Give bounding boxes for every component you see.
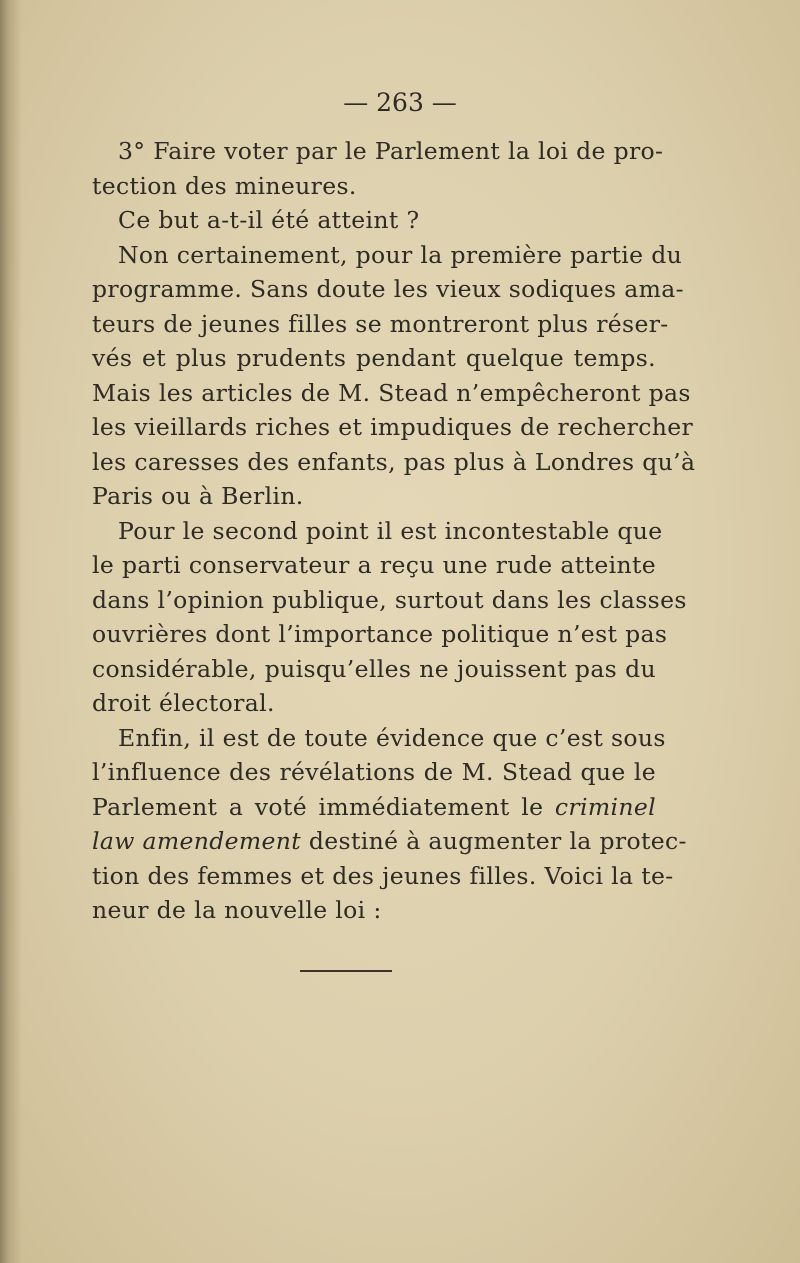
text-line: ouvrières dont l’importance politique n’est pas xyxy=(92,620,668,648)
text-line: teurs de jeunes filles se montreront plus réser- xyxy=(92,309,669,338)
text-line: les vieillards riches et impudiques de rechercher xyxy=(92,413,694,441)
text-line: Pour le second point il est incontestable que xyxy=(118,516,663,545)
text-line: considérable, puisqu’elles ne jouissent pas du xyxy=(92,654,656,683)
text-line: droit électoral. xyxy=(92,689,275,717)
text-line: tection des mineures. xyxy=(92,171,357,200)
text-line: Ce but a-t-il été atteint ? xyxy=(118,206,420,234)
text-line xyxy=(92,824,687,859)
text-line-italic: criminel xyxy=(554,792,656,821)
text-line: vés et plus prudents pendant quelque temps. xyxy=(92,344,656,372)
text-line: dans l’opinion publique, surtout dans les classes xyxy=(92,585,687,614)
text-line: 3° Faire voter par le Parlement la loi de pro- xyxy=(118,137,664,165)
page-number: — 263 — xyxy=(343,88,457,117)
text-line: Paris ou à Berlin. xyxy=(92,482,304,510)
section-divider xyxy=(300,970,392,972)
text-line: Non certainement, pour la première partie du xyxy=(118,240,683,269)
text-line-roman: destiné à augmenter la protec- xyxy=(308,827,687,855)
text-line: neur de la nouvelle loi : xyxy=(92,896,382,924)
text-line: Enfin, il est de toute évidence que c’est sous xyxy=(118,723,666,752)
body-text xyxy=(92,134,696,928)
text-line xyxy=(92,790,656,825)
text-line: l’influence des révélations de M. Stead que le xyxy=(92,758,656,786)
text-line: les caresses des enfants, pas plus à Londres qu’à xyxy=(92,447,696,476)
text-line: Mais les articles de M. Stead n’empêcheront pas xyxy=(92,378,691,407)
text-line: tion des femmes et des jeunes filles. Voici la te- xyxy=(92,861,674,890)
text-line-italic: law amendement xyxy=(92,827,302,855)
page-binding-edge xyxy=(0,0,22,1263)
text-line: programme. Sans doute les vieux sodiques ama- xyxy=(92,275,684,303)
text-line: le parti conservateur a reçu une rude atteinte xyxy=(92,551,656,579)
text-line-roman: Parlement a voté immédiatement le xyxy=(92,792,544,821)
